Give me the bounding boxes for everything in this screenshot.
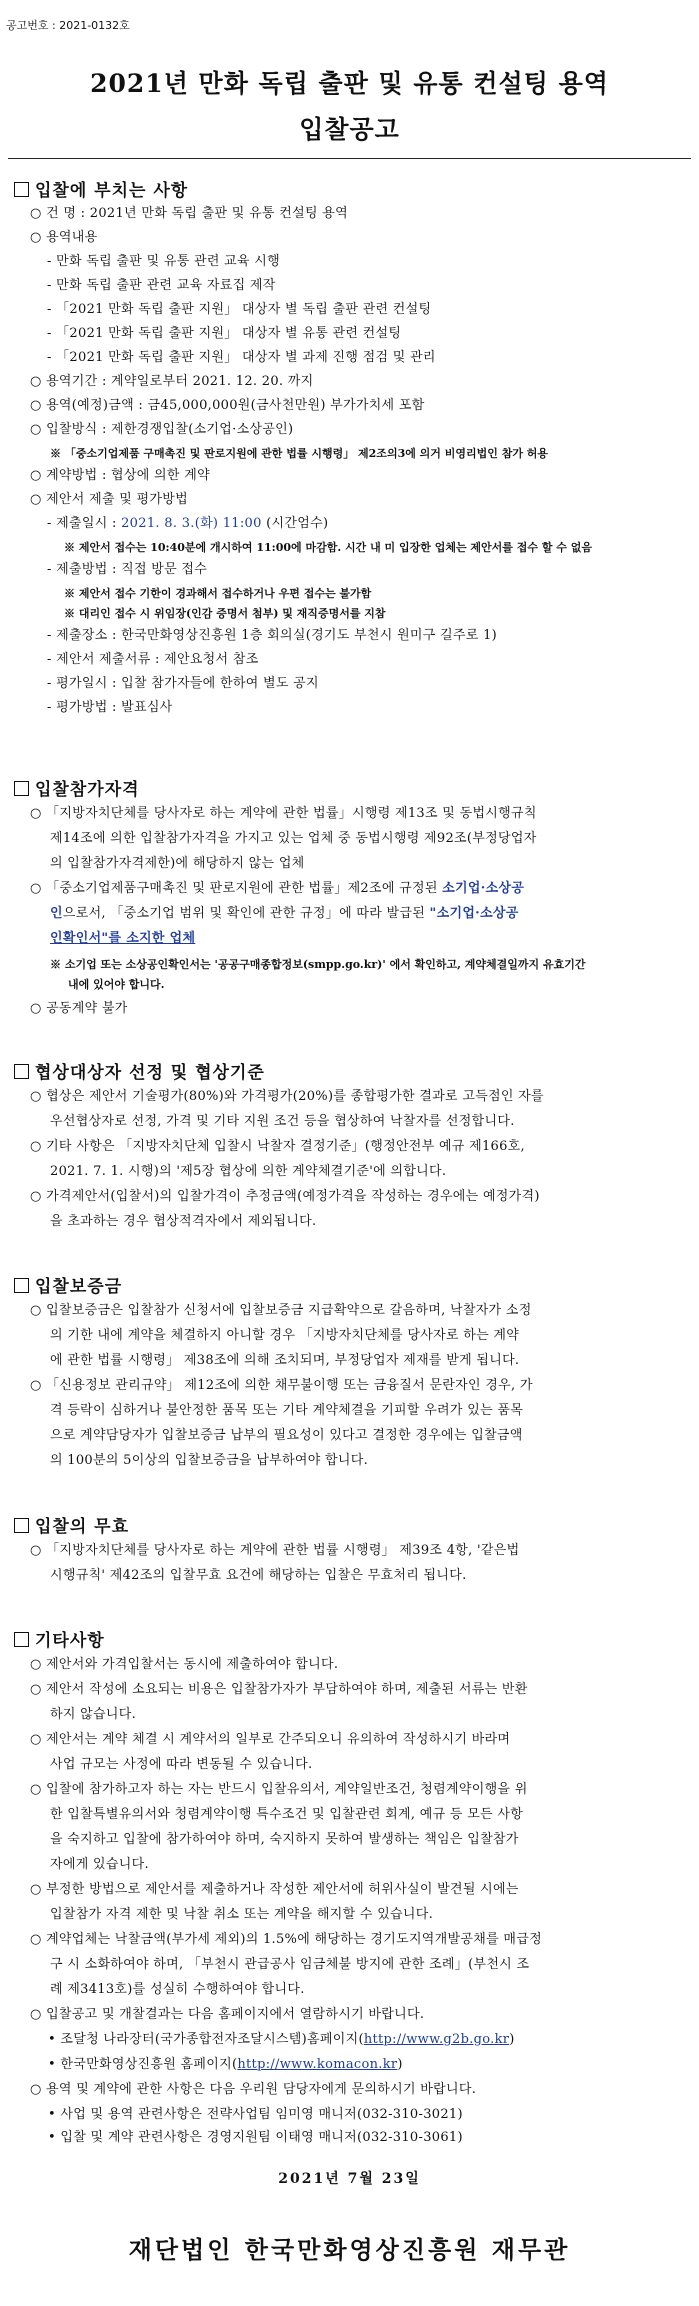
text: ○ 「중소기업제품구매촉진 및 판로지원에 관한 법률」제2조에 규정된 (30, 881, 443, 896)
paragraph-line: 례 제3413호)를 성실히 수행하여야 합니다. (50, 1982, 305, 1997)
note: 내에 있어야 합니다. (68, 978, 165, 991)
paragraph-line: 격 등락이 심하거나 불안정한 품목 또는 기타 계약체결을 기피할 우려가 있는 품목 (50, 1403, 524, 1418)
paragraph-line: 입찰참가 자격 제한 및 낙찰 취소 또는 계약을 해지할 수 있습니다. (50, 1907, 434, 1922)
paragraph-line: ○ 입찰에 참가하고자 하는 자는 반드시 입찰유의서, 계약일반조건, 청렴계약이행을 위 (30, 1782, 528, 1797)
deadline-datetime: 2021. 8. 3.(화) 11:00 (121, 516, 262, 531)
paragraph-line: 의 기한 내에 계약을 체결하지 아니할 경우 「지방자치단체를 당사자로 하는 계약 (50, 1328, 520, 1343)
item-proposal-evaluation: ○ 제안서 제출 및 평가방법 (30, 492, 188, 507)
text: ) (509, 2032, 515, 2047)
sub-item: - 「2021 만화 독립 출판 지원」 대상자 별 유통 관련 컨설팅 (47, 326, 402, 341)
paragraph-line: 사업 규모는 사정에 따라 변동될 수 있습니다. (50, 1757, 313, 1772)
paragraph-line: 구 시 소화하여야 하며, 「부천시 관급공사 임금체불 방지에 관한 조례」(부천시 조 (50, 1957, 530, 1972)
paragraph-line: 우선협상자로 선정, 가격 및 기타 지원 조건 등을 협상하여 낙찰자를 선정합니다. (50, 1114, 515, 1129)
paragraph-line: 을 초과하는 경우 협상적격자에서 제외됩니다. (50, 1214, 317, 1229)
section-title: 입찰참가자격 (35, 780, 140, 800)
sub-item: - 「2021 만화 독립 출판 지원」 대상자 별 독립 출판 관련 컨설팅 (47, 302, 432, 317)
label: - 제출일시 : (47, 516, 122, 531)
paragraph-line: ○ 제안서와 가격입찰서는 동시에 제출하여야 합니다. (30, 1657, 339, 1672)
notice-title: 2021년 만화 독립 출판 및 유통 컨설팅 용역 (90, 69, 609, 98)
item-bid-method: ○ 입찰방식 : 제한경쟁입찰(소기업·소상공인) (30, 422, 294, 437)
paragraph-line: 하지 않습니다. (50, 1707, 137, 1722)
paragraph-line: ○ 「지방자치단체를 당사자로 하는 계약에 관한 법률 시행령」 제39조 4항, '같은법 (30, 1543, 520, 1558)
contact-line: • 사업 및 용역 관련사항은 전략사업팀 임미영 매니저(032-310-3021) (48, 2107, 463, 2122)
paragraph-line: ○ 「지방자치단체를 당사자로 하는 계약에 관한 법률」시행령 제13조 및 동법시행규칙 (30, 806, 537, 821)
section-title: 입찰의 무효 (35, 1517, 130, 1537)
link-line-g2b (48, 2030, 515, 2050)
paragraph-line: ○ 가격제안서(입찰서)의 입찰가격이 추정금액(예정가격을 작성하는 경우에는 예정가격) (30, 1189, 540, 1204)
notice-number: 공고번호 : 2021-0132호 (6, 19, 130, 32)
section-heading-bid-items (14, 176, 188, 201)
paragraph-line: 의 100분의 5이상의 입찰보증금을 납부하여야 합니다. (50, 1453, 369, 1468)
contact-line: • 입찰 및 계약 관련사항은 경영지원팀 이태영 매니저(032-310-3061) (48, 2130, 463, 2145)
section-title: 입찰에 부치는 사항 (35, 181, 189, 201)
item-service-content: ○ 용역내용 (30, 230, 98, 245)
section-heading-negotiation (14, 1058, 265, 1083)
item-project-name: ○ 건 명 : 2021년 만화 독립 출판 및 유통 컨설팅 용역 (30, 206, 348, 221)
paragraph-line: ○ 부정한 방법으로 제안서를 제출하거나 작성한 제안서에 허위사실이 발견될 시에는 (30, 1882, 519, 1897)
paragraph-line: ○ 입찰보증금은 입찰참가 신청서에 입찰보증금 지급확약으로 갈음하며, 낙찰자가 소정 (30, 1303, 532, 1318)
checkbox-square-icon (14, 1632, 29, 1647)
link-line-komacon (48, 2055, 403, 2075)
note: ※ 제안서 접수는 10:40분에 개시하여 11:00에 마감함. 시간 내 미 입장한 업체는 제안서를 접수 할 수 없음 (64, 541, 592, 554)
komacon-link[interactable]: http://www.komacon.kr (237, 2057, 398, 2072)
paragraph-line: 자에게 있습니다. (50, 1857, 149, 1872)
paragraph-line: 시행규칙' 제42조의 입찰무효 요건에 해당하는 입찰은 무효처리 됩니다. (50, 1568, 467, 1583)
highlight-text: 인 (50, 906, 63, 921)
section-heading-invalid-bid (14, 1512, 129, 1537)
highlight-text: "소기업·소상공 (429, 906, 519, 921)
checkbox-square-icon (14, 1518, 29, 1533)
paragraph-line: ○ 용역 및 계약에 관한 사항은 다음 우리원 담당자에게 문의하시기 바랍니다. (30, 2082, 477, 2097)
item-service-amount: ○ 용역(예정)금액 : 금45,000,000원(금사천만원) 부가가치세 포함 (30, 398, 425, 413)
paragraph-line: 으로 계약담당자가 입찰보증금 납부의 필요성이 있다고 결정한 경우에는 입찰금액 (50, 1428, 523, 1443)
section-title: 협상대상자 선정 및 협상기준 (35, 1063, 265, 1083)
section-heading-deposit (14, 1272, 122, 1297)
paragraph-line: ○ 입찰공고 및 개찰결과는 다음 홈페이지에서 열람하시기 바랍니다. (30, 2007, 425, 2022)
checkbox-square-icon (14, 781, 29, 796)
text: ) (397, 2057, 403, 2072)
label: (시간엄수) (261, 516, 329, 531)
paragraph-line: ○ 「신용정보 관리규약」 제12조에 의한 채무불이행 또는 금융질서 문란자인 경우, 가 (30, 1378, 533, 1393)
paragraph-line (50, 904, 519, 924)
notice-date: 2021년 7월 23일 (278, 2171, 421, 2187)
section-title: 입찰보증금 (35, 1277, 123, 1297)
notice-subtitle: 입찰공고 (299, 115, 400, 144)
checkbox-square-icon (14, 182, 29, 197)
sub-item: - 「2021 만화 독립 출판 지원」 대상자 별 과제 진행 점검 및 관리 (47, 350, 436, 365)
submission-datetime (47, 514, 328, 534)
title-divider (8, 158, 691, 159)
paragraph-line: ○ 기타 사항은 「지방자치단체 입찰시 낙찰자 결정기준」(행정안전부 예규 제166호, (30, 1139, 525, 1154)
paragraph-line: ○ 제안서는 계약 체결 시 계약서의 일부로 간주되오니 유의하여 작성하시기 바라며 (30, 1732, 511, 1747)
checkbox-square-icon (14, 1278, 29, 1293)
paragraph-line: 한 입찰특별유의서와 청렴계약이행 특수조건 및 입찰관련 회계, 예규 등 모든 사항 (50, 1807, 524, 1822)
note: ※ 「중소기업제품 구매촉진 및 판로지원에 관한 법률 시행령」 제2조의3에 의거 비영리법인 참가 허용 (50, 447, 549, 460)
checkbox-square-icon (14, 1064, 29, 1079)
paragraph-line: ○ 계약업체는 낙찰금액(부가세 제외)의 1.5%에 해당하는 경기도지역개발공채를 매급정 (30, 1932, 542, 1947)
sub-item: - 제출방법 : 직접 방문 접수 (47, 562, 208, 577)
item-service-period: ○ 용역기간 : 계약일로부터 2021. 12. 20. 까지 (30, 374, 314, 389)
text: 으로서, 「중소기업 범위 및 확인에 관한 규정」에 따라 발급된 (62, 906, 430, 921)
paragraph-line: 제14조에 의한 입찰참가자격을 가지고 있는 업체 중 동법시행령 제92조(부정당업자 (50, 831, 537, 846)
g2b-link[interactable]: http://www.g2b.go.kr (363, 2032, 510, 2047)
paragraph-line: ○ 제안서 작성에 소요되는 비용은 입찰참가자가 부담하여야 하며, 제출된 서류는 반환 (30, 1682, 528, 1697)
text: • 조달청 나라장터(국가종합전자조달시스템)홈페이지( (48, 2032, 364, 2047)
note: ※ 제안서 접수 기한이 경과해서 접수하거나 우편 접수는 불가함 (64, 587, 372, 600)
sub-item: - 제안서 제출서류 : 제안요청서 참조 (47, 652, 259, 667)
section-heading-eligibility (14, 775, 140, 800)
paragraph-line: ○ 공동계약 불가 (30, 1001, 128, 1016)
paragraph-line: 2021. 7. 1. 시행)의 '제5장 협상에 의한 계약체결기준'에 의합니다. (50, 1164, 447, 1179)
paragraph-line: 에 관한 법률 시행령」 제38조에 의해 조치되며, 부정당업자 제재를 받게 됩니다. (50, 1353, 520, 1368)
paragraph-line (30, 879, 524, 899)
item-contract-method: ○ 계약방법 : 협상에 의한 계약 (30, 468, 210, 483)
note: ※ 소기업 또는 소상공인확인서는 '공공구매종합정보(smpp.go.kr)' 에서 확인하고, 계약체결일까지 유효기간 (50, 958, 586, 971)
section-heading-other-matters (14, 1626, 105, 1651)
sub-item: - 제출장소 : 한국만화영상진흥원 1층 회의실(경기도 부천시 원미구 길주로 1) (47, 628, 498, 643)
note: ※ 대리인 접수 시 위임장(인감 증명서 첨부) 및 재직증명서를 지참 (64, 607, 386, 620)
section-title: 기타사항 (35, 1631, 105, 1651)
paragraph-line: ○ 협상은 제안서 기술평가(80%)와 가격평가(20%)를 종합평가한 결과로 고득점인 자를 (30, 1089, 544, 1104)
paragraph-line: 을 숙지하고 입찰에 참가하여야 하며, 숙지하지 못하여 발생하는 책임은 입찰참가 (50, 1832, 519, 1847)
sub-item: - 만화 독립 출판 관련 교육 자료집 제작 (47, 278, 276, 293)
sub-item: - 평가방법 : 발표심사 (47, 700, 173, 715)
paragraph-line: 의 입찰참가자격제한)에 해당하지 않는 업체 (50, 856, 305, 871)
highlight-text: 소기업·소상공 (442, 881, 525, 896)
issuer-organization: 재단법인 한국만화영상진흥원 재무관 (128, 2235, 571, 2264)
highlight-line: 인확인서"를 소지한 업체 (50, 931, 196, 946)
text: • 한국만화영상진흥원 홈페이지( (48, 2057, 238, 2072)
sub-item: - 평가일시 : 입찰 참가자들에 한하여 별도 공지 (47, 676, 319, 691)
sub-item: - 만화 독립 출판 및 유통 관련 교육 시행 (47, 254, 281, 269)
